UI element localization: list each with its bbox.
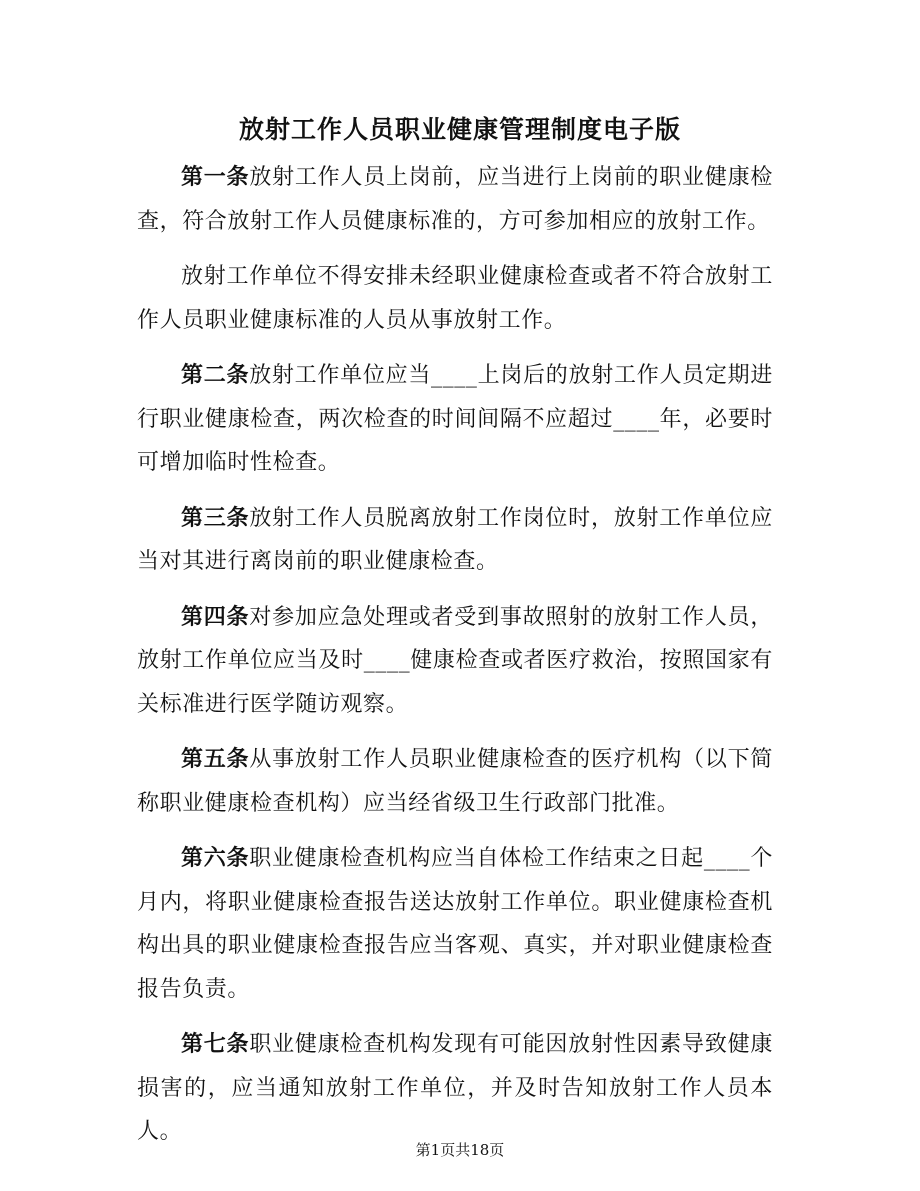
article-number: 第三条 (181, 504, 250, 531)
paragraph-article-7 (137, 1023, 773, 1154)
article-text: 放射工作单位应当____上岗后的放射工作人员定期进行职业健康检查，两次检查的时间间隔不应超过____年，必要时可增加临时性检查。 (137, 363, 773, 475)
article-text: 对参加应急处理或者受到事故照射的放射工作人员，放射工作单位应当及时____健康检查或者医疗救治，按照国家有关标准进行医学随访观察。 (137, 604, 773, 717)
paragraph-article-1 (137, 156, 773, 243)
paragraph-article-5 (137, 738, 773, 825)
paragraph-article-6 (137, 837, 773, 1011)
article-number: 第二条 (181, 362, 250, 388)
article-text: 职业健康检查机构发现有可能因放射性因素导致健康损害的，应当通知放射工作单位，并及时告知放射工作人员本人。 (137, 1032, 773, 1144)
paragraph-article-1-cont (137, 255, 773, 342)
article-number: 第六条 (181, 845, 250, 871)
paragraph-article-4 (137, 596, 773, 727)
article-number: 第五条 (181, 746, 250, 772)
paragraph-article-3 (137, 497, 773, 584)
article-text: 职业健康检查机构应当自体检工作结束之日起____个月内，将职业健康检查报告送达放射工作单位。职业健康检查机构出具的职业健康检查报告应当客观、真实，并对职业健康检查报告负责。 (137, 846, 773, 1002)
article-number: 第一条 (181, 164, 250, 190)
document-title: 放射工作人员职业健康管理制度电子版 (238, 115, 681, 144)
paragraph-article-2 (137, 354, 773, 485)
article-number: 第七条 (181, 1031, 250, 1057)
article-text: 放射工作人员脱离放射工作岗位时，放射工作单位应当对其进行离岗前的职业健康检查。 (137, 505, 773, 574)
article-text: 放射工作单位不得安排未经职业健康检查或者不符合放射工作人员职业健康标准的人员从事放射工作。 (137, 264, 773, 333)
article-number: 第四条 (181, 603, 250, 630)
article-text: 放射工作人员上岗前，应当进行上岗前的职业健康检查，符合放射工作人员健康标准的，方可参加相应的放射工作。 (137, 165, 773, 234)
document-body (137, 156, 773, 1166)
article-text: 从事放射工作人员职业健康检查的医疗机构（以下简称职业健康检查机构）应当经省级卫生行政部门批准。 (137, 747, 773, 816)
page-footer: 第1页共18页 (415, 1141, 505, 1159)
